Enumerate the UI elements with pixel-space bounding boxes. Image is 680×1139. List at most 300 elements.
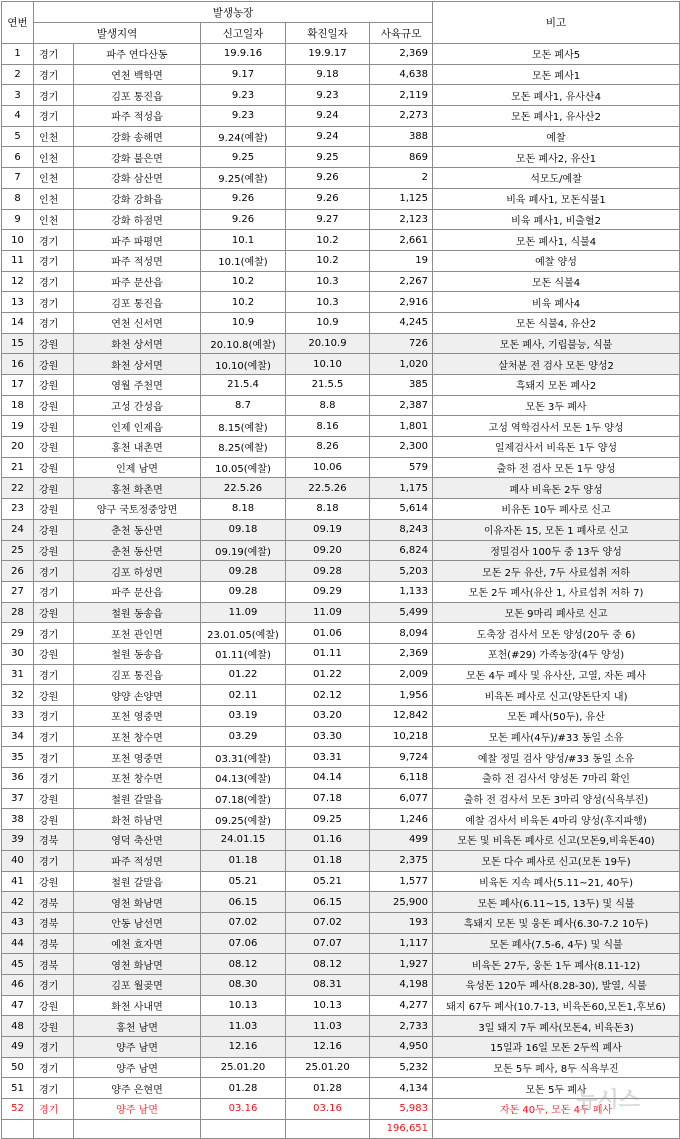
cell-scale: 4,198 — [370, 974, 433, 995]
cell-remarks: 출하 전 검사서 모돈 3마리 양성(식욕부진) — [433, 788, 680, 809]
cell-area: 양주 은현면 — [74, 1078, 201, 1099]
cell-confirm-date: 09.29 — [286, 581, 370, 602]
cell-province: 경기 — [34, 250, 74, 271]
cell-no: 9 — [2, 209, 34, 230]
cell-no: 12 — [2, 271, 34, 292]
cell-report-date: 04.13(예찰) — [201, 768, 286, 789]
cell-report-date: 09.19(예찰) — [201, 540, 286, 561]
cell-area: 영천 화남면 — [74, 892, 201, 913]
cell-confirm-date: 10.13 — [286, 995, 370, 1016]
cell-report-date: 01.28 — [201, 1078, 286, 1099]
cell-report-date: 12.16 — [201, 1037, 286, 1058]
cell-report-date: 19.9.16 — [201, 44, 286, 65]
cell-scale: 8,243 — [370, 519, 433, 540]
total-cell-prov — [34, 1119, 74, 1138]
cell-remarks: 살처분 전 검사 모돈 양성2 — [433, 354, 680, 375]
table-row — [2, 850, 680, 871]
table-row — [2, 519, 680, 540]
cell-report-date: 10.9 — [201, 312, 286, 333]
cell-confirm-date: 01.28 — [286, 1078, 370, 1099]
cell-no: 2 — [2, 64, 34, 85]
cell-area: 예천 효자면 — [74, 933, 201, 954]
cell-scale: 4,638 — [370, 64, 433, 85]
cell-remarks: 모돈 폐사5 — [433, 44, 680, 65]
cell-remarks: 비육돈 27두, 웅돈 1두 폐사(8.11-12) — [433, 954, 680, 975]
cell-province: 강원 — [34, 395, 74, 416]
cell-area: 춘천 동산면 — [74, 519, 201, 540]
cell-area: 김포 통진읍 — [74, 85, 201, 106]
table-row — [2, 147, 680, 168]
table-row — [2, 85, 680, 106]
cell-province: 경기 — [34, 44, 74, 65]
cell-province: 경북 — [34, 830, 74, 851]
table-row — [2, 312, 680, 333]
cell-remarks: 흑돼지 모돈 폐사2 — [433, 375, 680, 396]
table-row — [2, 1037, 680, 1058]
cell-report-date: 01.11(예찰) — [201, 643, 286, 664]
cell-remarks: 육성돈 120두 폐사(8.28-30), 발열, 식불 — [433, 974, 680, 995]
cell-confirm-date: 02.12 — [286, 685, 370, 706]
cell-remarks: 모돈 폐사2, 유산1 — [433, 147, 680, 168]
cell-area: 안동 남선면 — [74, 912, 201, 933]
cell-scale: 25,900 — [370, 892, 433, 913]
cell-scale: 10,218 — [370, 726, 433, 747]
cell-remarks: 모돈 폐사1, 유사산2 — [433, 106, 680, 127]
cell-area: 김포 하성면 — [74, 561, 201, 582]
cell-no: 17 — [2, 375, 34, 396]
cell-remarks: 석모도/예찰 — [433, 168, 680, 189]
cell-report-date: 9.26 — [201, 209, 286, 230]
cell-report-date: 11.03 — [201, 1016, 286, 1037]
cell-report-date: 11.09 — [201, 602, 286, 623]
cell-remarks: 예찰 검사서 비육돈 4마리 양성(후지파행) — [433, 809, 680, 830]
cell-province: 경기 — [34, 850, 74, 871]
cell-area: 영월 주천면 — [74, 375, 201, 396]
cell-confirm-date: 9.26 — [286, 168, 370, 189]
cell-scale: 4,950 — [370, 1037, 433, 1058]
cell-report-date: 05.21 — [201, 871, 286, 892]
cell-confirm-date: 8.16 — [286, 416, 370, 437]
cell-no: 47 — [2, 995, 34, 1016]
table-row — [2, 499, 680, 520]
cell-report-date: 07.02 — [201, 912, 286, 933]
table-row — [2, 933, 680, 954]
cell-province: 강원 — [34, 809, 74, 830]
cell-area: 인제 인제읍 — [74, 416, 201, 437]
cell-no: 42 — [2, 892, 34, 913]
cell-no: 38 — [2, 809, 34, 830]
table-row — [2, 706, 680, 727]
table-row — [2, 457, 680, 478]
header-farm-group: 발생농장 — [34, 2, 433, 23]
table-row — [2, 1057, 680, 1078]
cell-province: 경북 — [34, 933, 74, 954]
table-row — [2, 643, 680, 664]
cell-report-date: 10.2 — [201, 271, 286, 292]
cell-province: 강원 — [34, 416, 74, 437]
cell-confirm-date: 8.18 — [286, 499, 370, 520]
cell-scale: 2,733 — [370, 1016, 433, 1037]
cell-no: 11 — [2, 250, 34, 271]
cell-province: 경기 — [34, 581, 74, 602]
total-cell-no — [2, 1119, 34, 1138]
cell-report-date: 09.28 — [201, 581, 286, 602]
cell-province: 인천 — [34, 126, 74, 147]
cell-report-date: 8.18 — [201, 499, 286, 520]
cell-scale: 2,387 — [370, 395, 433, 416]
cell-remarks: 출하 전 검사서 양성돈 7마리 확인 — [433, 768, 680, 789]
cell-area: 파주 문산읍 — [74, 581, 201, 602]
cell-remarks: 3일 돼지 7두 폐사(모돈4, 비육돈3) — [433, 1016, 680, 1037]
cell-scale: 2,009 — [370, 664, 433, 685]
cell-remarks: 폐사 비육돈 2두 양성 — [433, 478, 680, 499]
cell-remarks: 모돈 폐사1, 식불4 — [433, 230, 680, 251]
cell-report-date: 9.26 — [201, 188, 286, 209]
cell-scale: 5,614 — [370, 499, 433, 520]
cell-province: 인천 — [34, 188, 74, 209]
cell-area: 파주 문산읍 — [74, 271, 201, 292]
cell-area: 인제 남면 — [74, 457, 201, 478]
table-row — [2, 809, 680, 830]
cell-no: 39 — [2, 830, 34, 851]
cell-remarks: 예찰 — [433, 126, 680, 147]
cell-confirm-date: 10.3 — [286, 292, 370, 313]
cell-scale: 869 — [370, 147, 433, 168]
cell-confirm-date: 9.24 — [286, 126, 370, 147]
table-row — [2, 292, 680, 313]
cell-scale: 1,956 — [370, 685, 433, 706]
cell-no: 49 — [2, 1037, 34, 1058]
cell-report-date: 24.01.15 — [201, 830, 286, 851]
cell-no: 4 — [2, 106, 34, 127]
cell-scale: 6,824 — [370, 540, 433, 561]
cell-scale: 2,267 — [370, 271, 433, 292]
cell-report-date: 8.7 — [201, 395, 286, 416]
cell-remarks: 모돈 폐사, 기립불능, 식불 — [433, 333, 680, 354]
table-body — [2, 44, 680, 1120]
cell-remarks: 일제검사서 비육돈 1두 양성 — [433, 437, 680, 458]
cell-scale: 1,801 — [370, 416, 433, 437]
cell-no: 27 — [2, 581, 34, 602]
table-row — [2, 602, 680, 623]
cell-remarks: 비육 폐사1, 모돈식불1 — [433, 188, 680, 209]
cell-scale: 5,983 — [370, 1099, 433, 1120]
cell-province: 경기 — [34, 623, 74, 644]
cell-scale: 2,300 — [370, 437, 433, 458]
cell-remarks: 모돈 5두 폐사, 8두 식욕부진 — [433, 1057, 680, 1078]
cell-province: 인천 — [34, 209, 74, 230]
cell-scale: 499 — [370, 830, 433, 851]
cell-area: 화천 상서면 — [74, 354, 201, 375]
cell-scale: 8,094 — [370, 623, 433, 644]
cell-area: 포천 영중면 — [74, 747, 201, 768]
cell-area: 영천 화남면 — [74, 954, 201, 975]
cell-confirm-date: 08.12 — [286, 954, 370, 975]
cell-remarks: 모돈 5두 폐사 — [433, 1078, 680, 1099]
cell-confirm-date: 11.03 — [286, 1016, 370, 1037]
table-row — [2, 974, 680, 995]
table-row — [2, 230, 680, 251]
cell-remarks: 고성 역학검사서 모돈 1두 양성 — [433, 416, 680, 437]
cell-report-date: 20.10.8(예찰) — [201, 333, 286, 354]
cell-remarks: 모돈 다수 폐사로 신고(모돈 19두) — [433, 850, 680, 871]
cell-remarks: 비육돈 지속 폐사(5.11~21, 40두) — [433, 871, 680, 892]
cell-scale: 1,175 — [370, 478, 433, 499]
cell-report-date: 08.12 — [201, 954, 286, 975]
cell-no: 19 — [2, 416, 34, 437]
cell-area: 철원 갈말읍 — [74, 788, 201, 809]
cell-no: 35 — [2, 747, 34, 768]
cell-area: 연천 신서면 — [74, 312, 201, 333]
cell-province: 경기 — [34, 85, 74, 106]
cell-no: 6 — [2, 147, 34, 168]
table-row — [2, 623, 680, 644]
cell-no: 28 — [2, 602, 34, 623]
cell-scale: 2,123 — [370, 209, 433, 230]
cell-no: 36 — [2, 768, 34, 789]
table-row — [2, 395, 680, 416]
cell-province: 강원 — [34, 375, 74, 396]
cell-remarks: 돼지 67두 폐사(10.7-13, 비육돈60,모돈1,후보6) — [433, 995, 680, 1016]
cell-no: 22 — [2, 478, 34, 499]
cell-report-date: 9.17 — [201, 64, 286, 85]
cell-area: 포천 영중면 — [74, 706, 201, 727]
cell-scale: 2,661 — [370, 230, 433, 251]
cell-remarks: 모돈 폐사1, 유사산4 — [433, 85, 680, 106]
cell-area: 강화 강화읍 — [74, 188, 201, 209]
cell-confirm-date: 01.22 — [286, 664, 370, 685]
cell-province: 경북 — [34, 912, 74, 933]
cell-report-date: 25.01.20 — [201, 1057, 286, 1078]
cell-no: 7 — [2, 168, 34, 189]
cell-province: 인천 — [34, 168, 74, 189]
cell-no: 13 — [2, 292, 34, 313]
cell-scale: 1,927 — [370, 954, 433, 975]
cell-confirm-date: 06.15 — [286, 892, 370, 913]
cell-no: 14 — [2, 312, 34, 333]
cell-remarks: 예찰 양성 — [433, 250, 680, 271]
header-confirm-date: 확진일자 — [286, 23, 370, 44]
cell-scale: 1,246 — [370, 809, 433, 830]
total-scale: 196,651 — [370, 1119, 433, 1138]
cell-area: 화천 사내면 — [74, 995, 201, 1016]
total-cell-note — [433, 1119, 680, 1138]
cell-scale: 2,273 — [370, 106, 433, 127]
cell-no: 10 — [2, 230, 34, 251]
cell-scale: 4,245 — [370, 312, 433, 333]
cell-report-date: 9.25(예찰) — [201, 168, 286, 189]
cell-confirm-date: 10.3 — [286, 271, 370, 292]
table-row — [2, 768, 680, 789]
cell-province: 강원 — [34, 457, 74, 478]
cell-area: 김포 통진읍 — [74, 664, 201, 685]
cell-scale: 5,499 — [370, 602, 433, 623]
cell-no: 31 — [2, 664, 34, 685]
table-row — [2, 581, 680, 602]
cell-area: 파주 적성면 — [74, 250, 201, 271]
cell-area: 파주 파평면 — [74, 230, 201, 251]
cell-report-date: 10.1 — [201, 230, 286, 251]
cell-confirm-date: 01.16 — [286, 830, 370, 851]
cell-area: 양양 손양면 — [74, 685, 201, 706]
cell-no: 25 — [2, 540, 34, 561]
cell-province: 강원 — [34, 1016, 74, 1037]
cell-report-date: 09.18 — [201, 519, 286, 540]
cell-report-date: 09.28 — [201, 561, 286, 582]
table-row — [2, 561, 680, 582]
cell-confirm-date: 01.18 — [286, 850, 370, 871]
cell-remarks: 자돈 40두, 모돈 4두 폐사 — [433, 1099, 680, 1120]
cell-area: 춘천 동산면 — [74, 540, 201, 561]
cell-remarks: 비육 폐사1, 비출혈2 — [433, 209, 680, 230]
cell-no: 34 — [2, 726, 34, 747]
cell-no: 45 — [2, 954, 34, 975]
cell-confirm-date: 11.09 — [286, 602, 370, 623]
cell-no: 50 — [2, 1057, 34, 1078]
cell-report-date: 07.18(예찰) — [201, 788, 286, 809]
cell-scale: 9,724 — [370, 747, 433, 768]
cell-scale: 12,842 — [370, 706, 433, 727]
cell-confirm-date: 10.10 — [286, 354, 370, 375]
table-row — [2, 726, 680, 747]
cell-confirm-date: 08.31 — [286, 974, 370, 995]
cell-report-date: 02.11 — [201, 685, 286, 706]
cell-province: 경기 — [34, 1078, 74, 1099]
cell-confirm-date: 25.01.20 — [286, 1057, 370, 1078]
cell-confirm-date: 12.16 — [286, 1037, 370, 1058]
cell-province: 경기 — [34, 974, 74, 995]
cell-remarks: 이유자돈 15, 모돈 1 폐사로 신고 — [433, 519, 680, 540]
cell-area: 포천 창수면 — [74, 726, 201, 747]
cell-province: 경기 — [34, 706, 74, 727]
cell-province: 경북 — [34, 954, 74, 975]
cell-no: 43 — [2, 912, 34, 933]
cell-report-date: 10.1(예찰) — [201, 250, 286, 271]
cell-scale: 6,118 — [370, 768, 433, 789]
cell-confirm-date: 9.18 — [286, 64, 370, 85]
cell-area: 화천 하남면 — [74, 809, 201, 830]
cell-confirm-date: 8.26 — [286, 437, 370, 458]
cell-report-date: 10.10(예찰) — [201, 354, 286, 375]
cell-confirm-date: 09.28 — [286, 561, 370, 582]
cell-scale: 6,077 — [370, 788, 433, 809]
cell-remarks: 예찰 정밀 검사 양성/#33 동일 소유 — [433, 747, 680, 768]
cell-confirm-date: 03.20 — [286, 706, 370, 727]
cell-province: 강원 — [34, 643, 74, 664]
cell-confirm-date: 03.30 — [286, 726, 370, 747]
table-row — [2, 375, 680, 396]
cell-area: 철원 갈말읍 — [74, 871, 201, 892]
cell-remarks: 모돈 식불4 — [433, 271, 680, 292]
cell-scale: 385 — [370, 375, 433, 396]
table-row — [2, 209, 680, 230]
cell-province: 경북 — [34, 892, 74, 913]
table-row — [2, 685, 680, 706]
cell-no: 15 — [2, 333, 34, 354]
watermark-logo: 뉴시스 — [576, 1088, 640, 1113]
cell-no: 5 — [2, 126, 34, 147]
cell-report-date: 09.25(예찰) — [201, 809, 286, 830]
cell-scale: 4,134 — [370, 1078, 433, 1099]
cell-confirm-date: 03.16 — [286, 1099, 370, 1120]
cell-area: 포천 창수면 — [74, 768, 201, 789]
cell-confirm-date: 8.8 — [286, 395, 370, 416]
table-row — [2, 188, 680, 209]
cell-scale: 5,203 — [370, 561, 433, 582]
cell-area: 고성 간성읍 — [74, 395, 201, 416]
table-row — [2, 892, 680, 913]
cell-confirm-date: 07.18 — [286, 788, 370, 809]
cell-report-date: 03.29 — [201, 726, 286, 747]
cell-no: 18 — [2, 395, 34, 416]
table-row — [2, 912, 680, 933]
cell-confirm-date: 03.31 — [286, 747, 370, 768]
cell-area: 홍천 남면 — [74, 1016, 201, 1037]
cell-confirm-date: 04.14 — [286, 768, 370, 789]
cell-area: 강화 삼산면 — [74, 168, 201, 189]
cell-area: 김포 통진읍 — [74, 292, 201, 313]
cell-no: 44 — [2, 933, 34, 954]
cell-no: 3 — [2, 85, 34, 106]
cell-area: 양주 남면 — [74, 1037, 201, 1058]
cell-confirm-date: 05.21 — [286, 871, 370, 892]
table-row — [2, 437, 680, 458]
total-cell-report — [201, 1119, 286, 1138]
cell-confirm-date: 09.20 — [286, 540, 370, 561]
cell-area: 파주 연다산동 — [74, 44, 201, 65]
cell-no: 26 — [2, 561, 34, 582]
table-row — [2, 540, 680, 561]
cell-confirm-date: 07.02 — [286, 912, 370, 933]
cell-no: 52 — [2, 1099, 34, 1120]
cell-remarks: 포천(#29) 가족농장(4두 양성) — [433, 643, 680, 664]
cell-confirm-date: 10.2 — [286, 250, 370, 271]
cell-report-date: 03.19 — [201, 706, 286, 727]
cell-report-date: 08.30 — [201, 974, 286, 995]
table-row — [2, 44, 680, 65]
header-report-date: 신고일자 — [201, 23, 286, 44]
table-row — [2, 168, 680, 189]
table-row — [2, 250, 680, 271]
cell-area: 파주 적성면 — [74, 850, 201, 871]
cell-area: 홍천 내촌면 — [74, 437, 201, 458]
cell-remarks: 모돈 3두 폐사 — [433, 395, 680, 416]
table-row — [2, 126, 680, 147]
cell-report-date: 10.2 — [201, 292, 286, 313]
cell-remarks: 비육돈 폐사로 신고(양돈단지 내) — [433, 685, 680, 706]
cell-report-date: 9.23 — [201, 106, 286, 127]
table-row — [2, 1099, 680, 1120]
cell-confirm-date: 19.9.17 — [286, 44, 370, 65]
cell-remarks: 15일과 16일 모돈 2두씩 폐사 — [433, 1037, 680, 1058]
table-row — [2, 354, 680, 375]
cell-remarks: 비육 폐사4 — [433, 292, 680, 313]
cell-confirm-date: 09.25 — [286, 809, 370, 830]
cell-report-date: 07.06 — [201, 933, 286, 954]
table-row — [2, 64, 680, 85]
cell-report-date: 8.15(예찰) — [201, 416, 286, 437]
cell-province: 강원 — [34, 333, 74, 354]
cell-no: 33 — [2, 706, 34, 727]
cell-scale: 5,232 — [370, 1057, 433, 1078]
cell-remarks: 모돈 9마리 폐사로 신고 — [433, 602, 680, 623]
cell-remarks: 모돈 4두 폐사 및 유사산, 고열, 자돈 폐사 — [433, 664, 680, 685]
cell-confirm-date: 01.11 — [286, 643, 370, 664]
total-cell-area — [74, 1119, 201, 1138]
cell-province: 강원 — [34, 519, 74, 540]
cell-province: 강원 — [34, 499, 74, 520]
cell-province: 경기 — [34, 1057, 74, 1078]
